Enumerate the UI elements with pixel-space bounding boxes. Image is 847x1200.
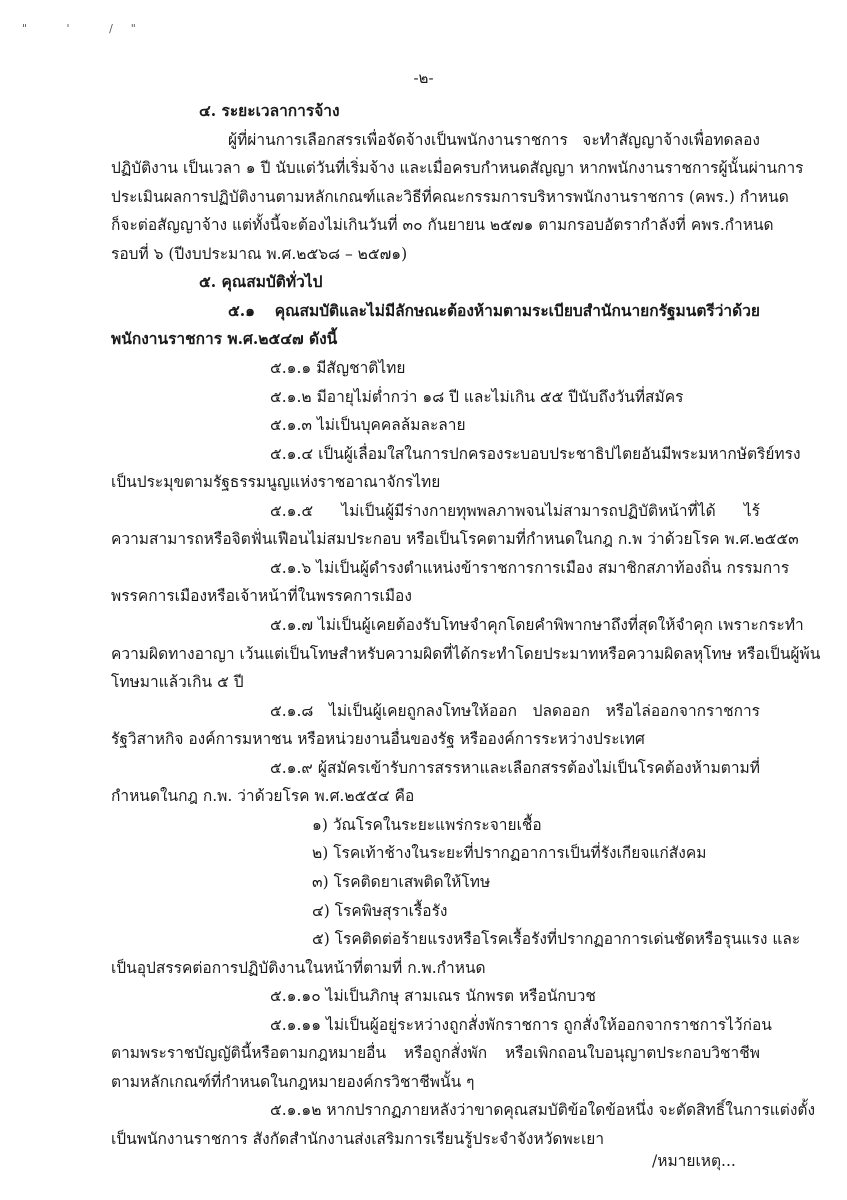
item-5-1-11-cont-2: ตามหลักเกณฑ์ที่กำหนดในกฎหมายองค์กรวิชาชีพนั้น ๆ bbox=[111, 1073, 475, 1091]
disease-item-4: ๔) โรคพิษสุราเรื้อรัง bbox=[312, 902, 448, 920]
item-5-1-4: ๕.๑.๔ เป็นผู้เลื่อมใสในการปกครองระบอบประชาธิปไตยอันมีพระมหากษัตริย์ทรง bbox=[270, 445, 801, 463]
disease-item-5-cont: เป็นอุปสรรคต่อการปฏิบัติงานในหน้าที่ตามที่ ก.พ.กำหนด bbox=[111, 959, 486, 977]
item-5-1-11: ๕.๑.๑๑ ไม่เป็นผู้อยู่ระหว่างถูกสั่งพักราชการ ถูกสั่งให้ออกจากราชการไว้ก่อน bbox=[270, 1016, 772, 1034]
section-5-1-heading: ๕.๑ คุณสมบัติและไม่มีลักษณะต้องห้ามตามระเบียบสำนักนายกรัฐมนตรีว่าด้วย bbox=[228, 301, 760, 320]
section-4-line-2: ปฏิบัติงาน เป็นเวลา ๑ ปี นับแต่วันที่เริ่มจ้าง และเมื่อครบกำหนดสัญญา หากพนักงานราชการผู้นั้นผ่านการ bbox=[111, 159, 804, 177]
item-5-1-12: ๕.๑.๑๒ หากปรากฏภายหลังว่าขาดคุณสมบัติข้อใดข้อหนึ่ง จะตัดสิทธิ์ในการแต่งตั้ง bbox=[270, 1101, 816, 1119]
item-5-1-5-cont: ความสามารถหรือจิตฟั่นเฟือนไม่สมประกอบ หรือเป็นโรคตามที่กำหนดในกฎ ก.พ ว่าด้วยโรค พ.ศ.๒๕๕๓ bbox=[111, 530, 799, 548]
page-number: -๒- bbox=[413, 69, 434, 87]
item-5-1-4-cont: เป็นประมุขตามรัฐธรรมนูญแห่งราชอาณาจักรไทย bbox=[111, 473, 441, 491]
footer-continue-marker: /หมายเหตุ... bbox=[652, 1152, 736, 1170]
corner-scan-marks: " ' /" bbox=[22, 22, 154, 35]
disease-item-1: ๑) วัณโรคในระยะแพร่กระจายเชื้อ bbox=[312, 816, 542, 834]
item-5-1-7: ๕.๑.๗ ไม่เป็นผู้เคยต้องรับโทษจำคุกโดยคำพิพากษาถึงที่สุดให้จำคุก เพราะกระทำ bbox=[270, 616, 804, 634]
item-5-1-11-cont: ตามพระราชบัญญัตินี้หรือตามกฎหมายอื่น หรือถูกสั่งพัก หรือเพิกถอนใบอนุญาตประกอบวิชาชีพ bbox=[111, 1044, 760, 1062]
item-5-1-10: ๕.๑.๑๐ ไม่เป็นภิกษุ สามเณร นักพรต หรือนักบวช bbox=[270, 987, 596, 1005]
section-4-heading: ๔. ระยะเวลาการจ้าง bbox=[199, 101, 340, 120]
item-5-1-6: ๕.๑.๖ ไม่เป็นผู้ดำรงตำแหน่งข้าราชการการเมือง สมาชิกสภาท้องถิ่น กรรมการ bbox=[270, 559, 790, 577]
item-5-1-9-cont: กำหนดในกฎ ก.พ. ว่าด้วยโรค พ.ศ.๒๕๕๔ คือ bbox=[111, 787, 415, 805]
item-5-1-3: ๕.๑.๓ ไม่เป็นบุคคลล้มละลาย bbox=[270, 416, 466, 434]
section-5-heading: ๕. คุณสมบัติทั่วไป bbox=[199, 272, 323, 291]
item-5-1-7-cont: ความผิดทางอาญา เว้นแต่เป็นโทษสำหรับความผิดที่ได้กระทำโดยประมาทหรือความผิดลหุโทษ หรือเป็นผู้พ้น bbox=[111, 645, 821, 663]
section-5-1-heading-cont: พนักงานราชการ พ.ศ.๒๕๔๗ ดังนี้ bbox=[111, 329, 338, 348]
item-5-1-7-cont-2: โทษมาแล้วเกิน ๕ ปี bbox=[111, 673, 244, 691]
item-5-1-1: ๕.๑.๑ มีสัญชาติไทย bbox=[270, 359, 406, 377]
section-4-line-1: ผู้ที่ผ่านการเลือกสรรเพื่อจัดจ้างเป็นพนักงานราชการ จะทำสัญญาจ้างเพื่อทดลอง bbox=[228, 131, 760, 149]
section-4-line-3: ประเมินผลการปฏิบัติงานตามหลักเกณฑ์และวิธีที่คณะกรรมการบริหารพนักงานราชการ (คพร.) กำหนด bbox=[111, 188, 789, 206]
item-5-1-8: ๕.๑.๘ ไม่เป็นผู้เคยถูกลงโทษให้ออก ปลดออก หรือไล่ออกจากราชการ bbox=[270, 702, 760, 720]
disease-item-3: ๓) โรคติดยาเสพติดให้โทษ bbox=[312, 873, 491, 891]
section-4-line-4: ก็จะต่อสัญญาจ้าง แต่ทั้งนี้จะต้องไม่เกินวันที่ ๓๐ กันยายน ๒๕๗๑ ตามกรอบอัตรากำลังที่ คพร.กำหนด bbox=[111, 216, 774, 234]
item-5-1-9: ๕.๑.๙ ผู้สมัครเข้ารับการสรรหาและเลือกสรรต้องไม่เป็นโรคต้องห้ามตามที่ bbox=[270, 759, 760, 777]
item-5-1-12-cont: เป็นพนักงานราชการ สังกัดสำนักงานส่งเสริมการเรียนรู้ประจำจังหวัดพะเยา bbox=[111, 1130, 605, 1148]
disease-item-2: ๒) โรคเท้าช้างในระยะที่ปรากฏอาการเป็นที่รังเกียจแก่สังคม bbox=[312, 844, 707, 862]
item-5-1-6-cont: พรรคการเมืองหรือเจ้าหน้าที่ในพรรคการเมือง bbox=[111, 587, 412, 605]
item-5-1-2: ๕.๑.๒ มีอายุไม่ต่ำกว่า ๑๘ ปี และไม่เกิน ๕๕ ปีนับถึงวันที่สมัคร bbox=[270, 388, 684, 406]
item-5-1-5: ๕.๑.๕ ไม่เป็นผู้มีร่างกายทุพพลภาพจนไม่สามารถปฏิบัติหน้าที่ได้ ไร้ bbox=[270, 502, 760, 520]
section-4-line-5: รอบที่ ๖ (ปีงบประมาณ พ.ศ.๒๕๖๘ – ๒๕๗๑) bbox=[111, 245, 408, 263]
item-5-1-8-cont: รัฐวิสาหกิจ องค์การมหาชน หรือหน่วยงานอื่นของรัฐ หรือองค์การระหว่างประเทศ bbox=[111, 730, 645, 748]
disease-item-5: ๕) โรคติดต่อร้ายแรงหรือโรคเรื้อรังที่ปรากฏอาการเด่นชัดหรือรุนแรง และ bbox=[312, 930, 801, 948]
